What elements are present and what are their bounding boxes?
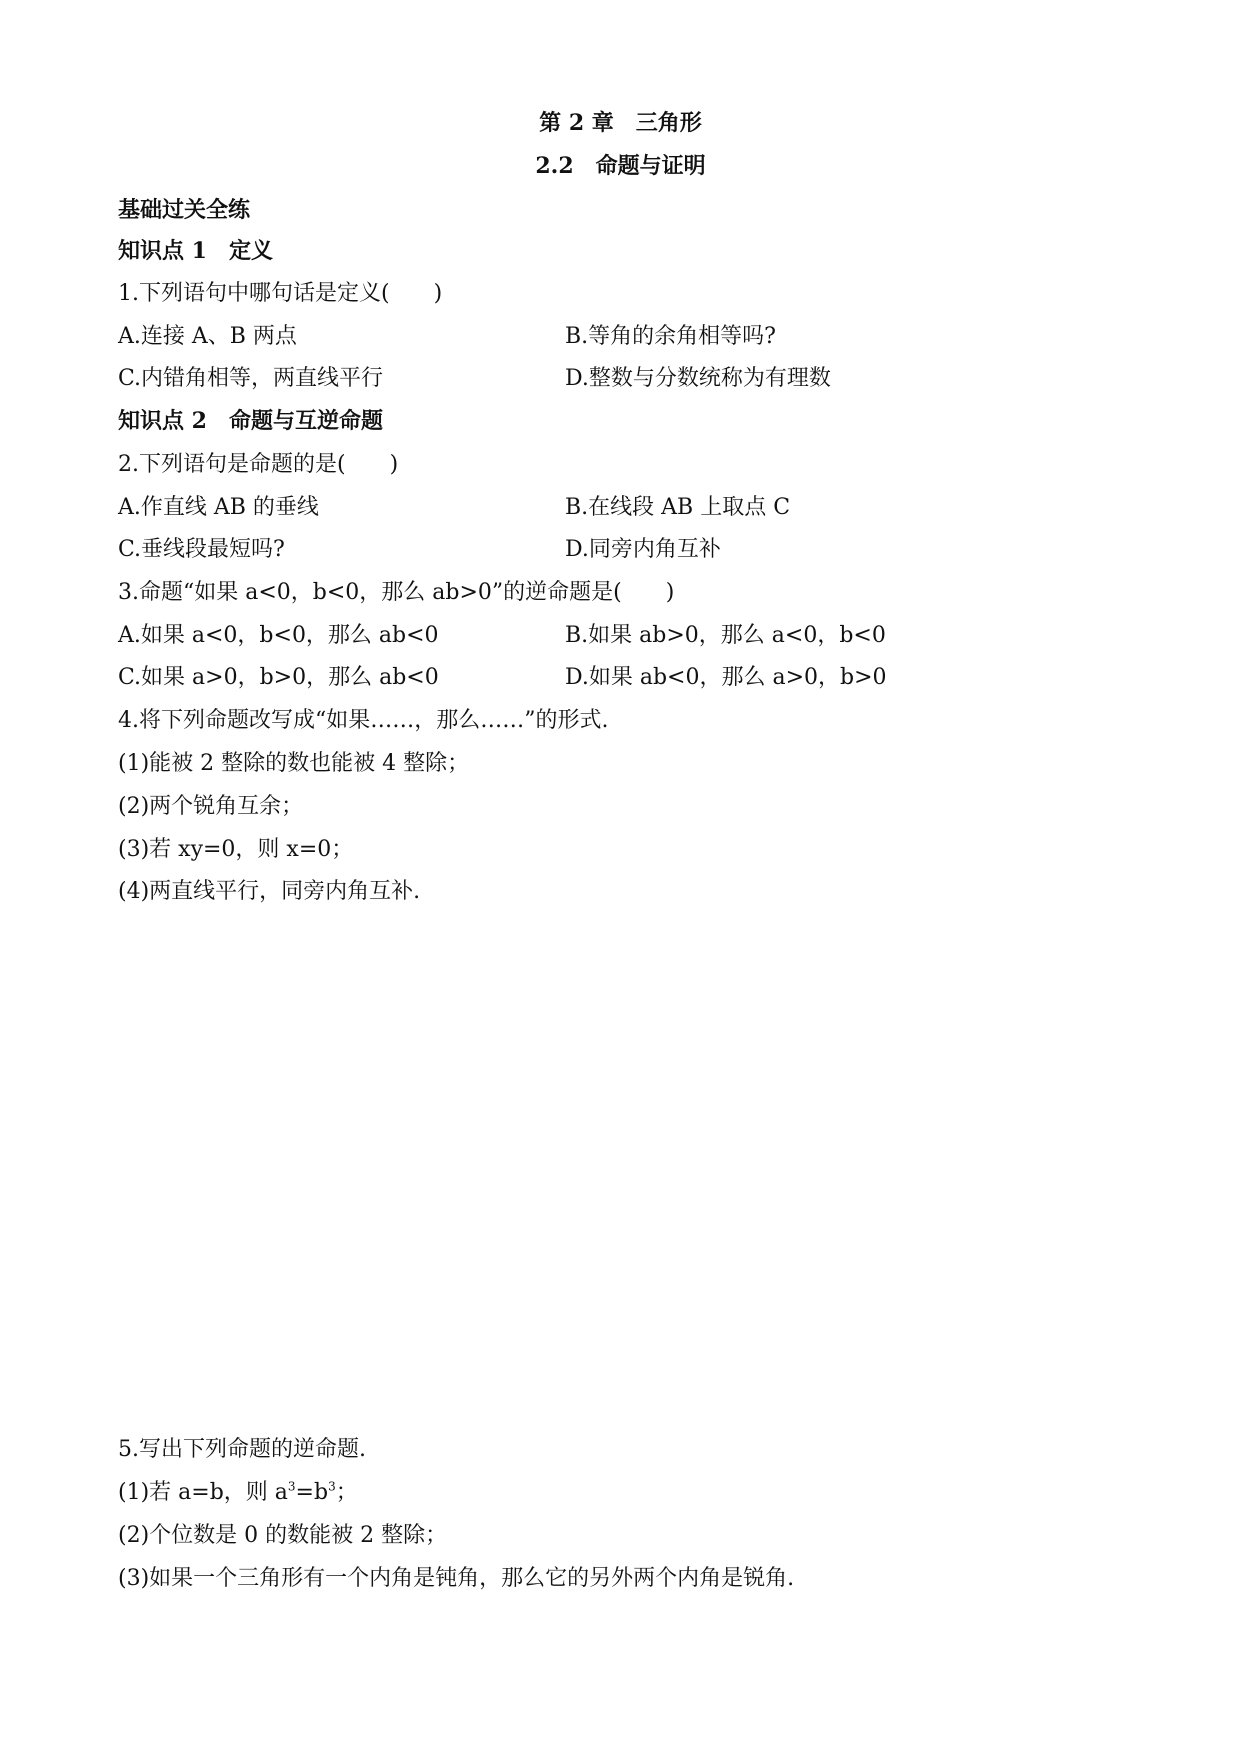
question-2-option-c: C.垂线段最短吗? (118, 537, 285, 562)
question-4-item-2: (2)两个锐角互余； (118, 794, 304, 819)
section-title: 2.2 命题与证明 (535, 153, 706, 179)
question-4-item-4: (4)两直线平行，同旁内角互补. (118, 879, 421, 904)
question-4-item-3: (3)若 xy=0，则 x=0； (118, 837, 354, 862)
question-5-stem: 5.写出下列命题的逆命题. (118, 1437, 366, 1462)
question-3-option-a: A.如果 a<0，b<0，那么 ab<0 (118, 623, 439, 648)
question-3-option-c: C.如果 a>0，b>0，那么 ab<0 (118, 665, 439, 690)
question-1-option-c: C.内错角相等，两直线平行 (118, 366, 384, 391)
question-1-option-a: A.连接 A、B 两点 (118, 324, 297, 349)
practice-title: 基础过关全练 (118, 197, 251, 223)
question-4-stem: 4.将下列命题改写成“如果……，那么……”的形式. (118, 708, 609, 733)
question-2-option-b: B.在线段 AB 上取点 C (565, 495, 791, 520)
exponent: 3 (328, 1479, 336, 1494)
question-5-item-3: (3)如果一个三角形有一个内角是钝角，那么它的另外两个内角是锐角. (118, 1566, 795, 1591)
question-1-stem: 1.下列语句中哪句话是定义( ) (118, 281, 443, 306)
knowledge-point-1: 知识点 1 定义 (118, 238, 273, 264)
question-2-stem: 2.下列语句是命题的是( ) (118, 452, 399, 477)
question-4-item-1: (1)能被 2 整除的数也能被 4 整除； (118, 751, 470, 776)
exponent: 3 (287, 1479, 296, 1494)
question-2-option-d: D.同旁内角互补 (565, 537, 721, 562)
question-2-option-a: A.作直线 AB 的垂线 (118, 495, 319, 520)
question-5-item-2: (2)个位数是 0 的数能被 2 整除； (118, 1523, 448, 1548)
question-1-option-d: D.整数与分数统称为有理数 (565, 366, 831, 391)
question-3-option-b: B.如果 ab>0，那么 a<0，b<0 (565, 623, 886, 648)
question-1-option-b: B.等角的余角相等吗? (565, 324, 776, 349)
chapter-title: 第 2 章 三角形 (539, 110, 702, 136)
knowledge-point-2: 知识点 2 命题与互逆命题 (118, 408, 383, 434)
question-3-option-d: D.如果 ab<0，那么 a>0，b>0 (565, 665, 887, 690)
question-5-item-1: (1)若 a=b，则 $a^3=b^3$； (118, 1479, 358, 1505)
question-3-stem: 3.命题“如果 a<0，b<0，那么 ab>0”的逆命题是( ) (118, 580, 675, 605)
